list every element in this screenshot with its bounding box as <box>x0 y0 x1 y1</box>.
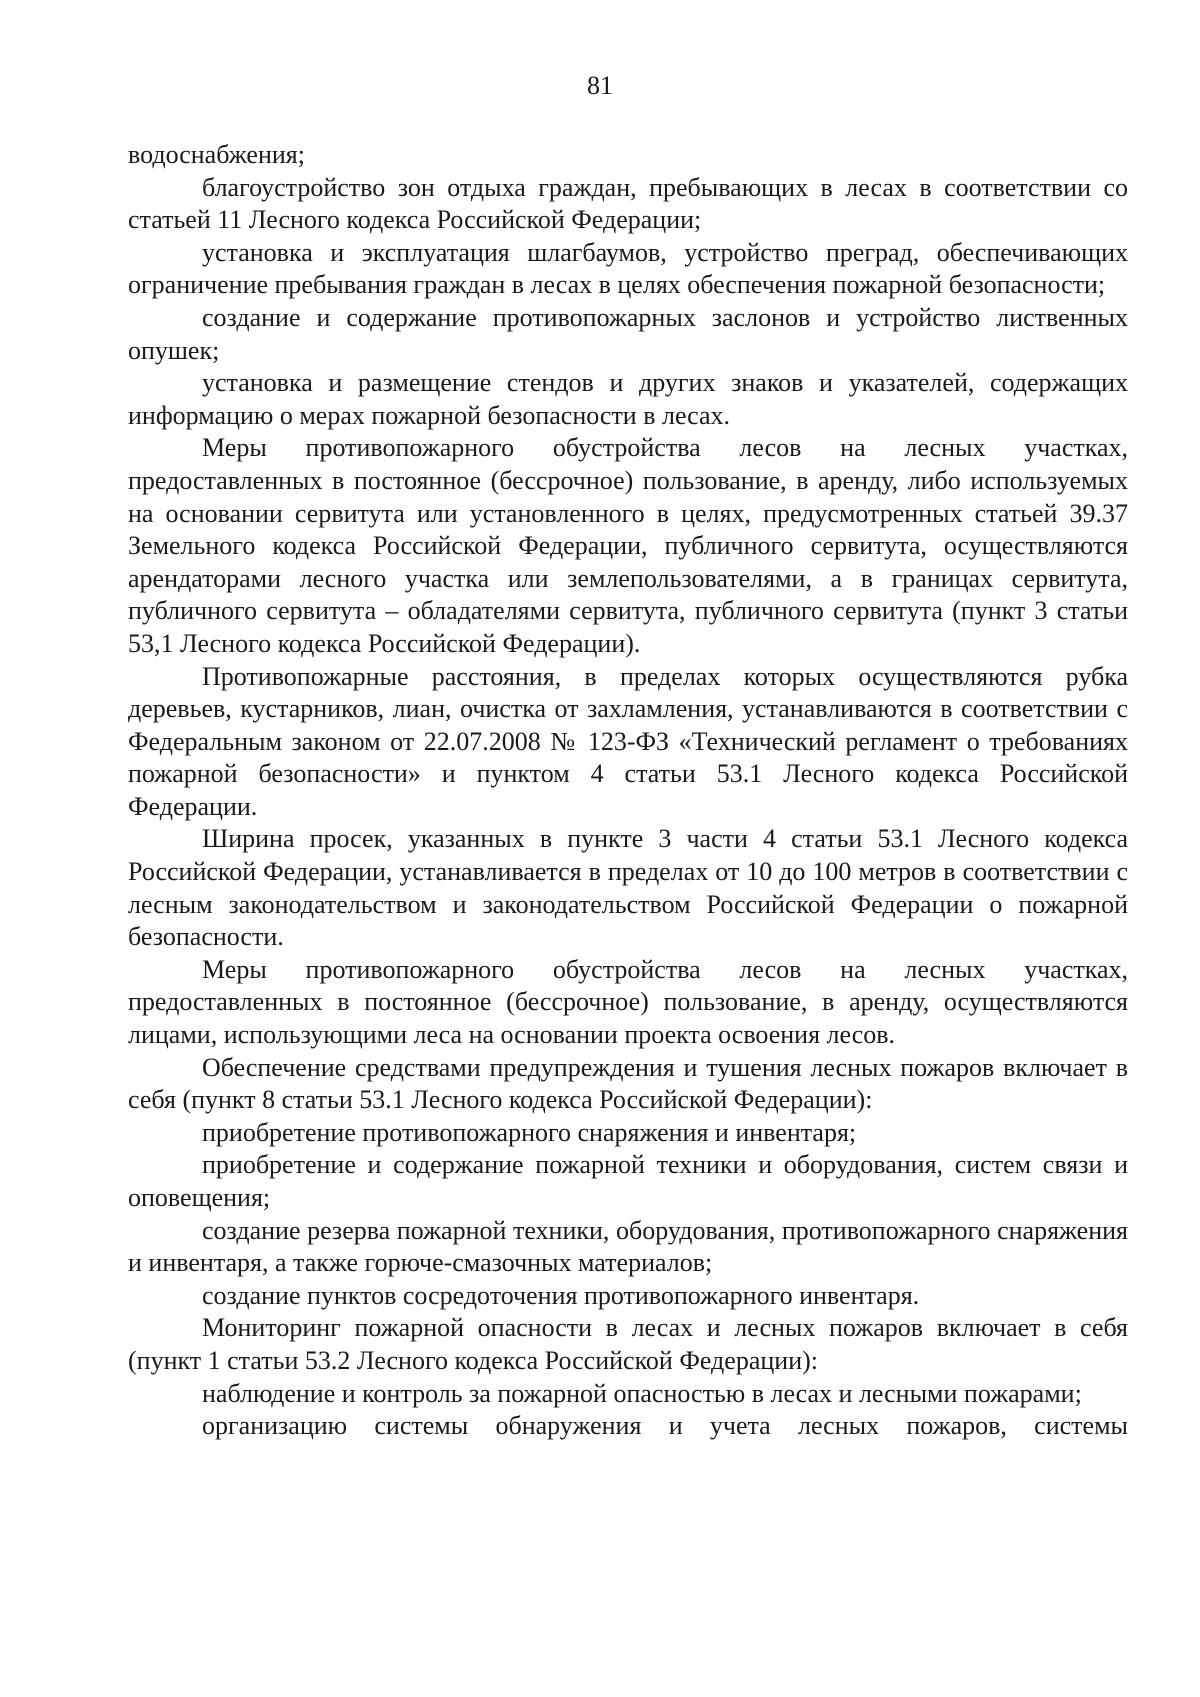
body-paragraph: установка и размещение стендов и других знаков и указателей, содержащих информацию о мерах пожарной безопасности в лесах. <box>128 368 1128 430</box>
document-body <box>128 139 1128 1443</box>
body-paragraph: водоснабжения; <box>128 140 305 169</box>
body-paragraph: Мониторинг пожарной опасности в лесах и лесных пожаров включает в себя (пункт 1 статьи 53.2 Лесного кодекса Российской Федерации): <box>128 1313 1128 1375</box>
page-number: 81 <box>587 71 613 100</box>
body-paragraph: наблюдение и контроль за пожарной опасностью в лесах и лесными пожарами; <box>202 1378 1082 1408</box>
body-paragraph: Ширина просек, указанных в пункте 3 части 4 статьи 53.1 Лесного кодекса Российской Федерации, устанавливается в пределах от 10 до 100 метров в соответствии с лесным законодательством и законодательством Российской Федерации о пожарной безопасности. <box>128 824 1128 952</box>
body-paragraph: создание резерва пожарной техники, оборудования, противопожарного снаряжения и инвентаря, а также горюче-смазочных материалов; <box>128 1215 1128 1278</box>
body-paragraph: организацию системы обнаружения и учета лесных пожаров, системы <box>202 1411 1128 1441</box>
body-paragraph: приобретение противопожарного снаряжения и инвентаря; <box>202 1117 857 1147</box>
body-paragraph: Меры противопожарного обустройства лесов на лесных участках, предоставленных в постоянное (бессрочное) пользование, в аренду, осуществляются лицами, использующими леса на основании проекта освоения лесов. <box>128 954 1128 1050</box>
body-paragraph: Меры противопожарного обустройства лесов на лесных участках, предоставленных в постоянное (бессрочное) пользование, в аренду, либо используемых на основании сервитута или установленного в целях, предусмотренных статьей 39.37 Земельного кодекса Российской Федерации, публичного сервитута, осуществляются арендаторами лесного участка или землепользователями, а в границах сервитута, публичного сервитута – обладателями сервитута, публичного сервитута (пункт 3 статьи 53,1 Лесного кодекса Российской Федерации). <box>128 433 1128 658</box>
body-paragraph: Противопожарные расстояния, в пределах которых осуществляются рубка деревьев, кустарников, лиан, очистка от захламления, устанавливаются в соответствии с Федеральным законом от 22.07.2008 № 123-ФЗ «Технический регламент о требованиях пожарной безопасности» и пунктом 4 статьи 53.1 Лесного кодекса Российской Федерации. <box>128 661 1128 821</box>
body-paragraph: приобретение и содержание пожарной техники и оборудования, систем связи и оповещения; <box>128 1150 1128 1212</box>
body-paragraph: Обеспечение средствами предупреждения и тушения лесных пожаров включает в себя (пункт 8 статьи 53.1 Лесного кодекса Российской Федерации): <box>128 1052 1128 1115</box>
body-paragraph: создание пунктов сосредоточения противопожарного инвентаря. <box>202 1280 920 1310</box>
body-paragraph: создание и содержание противопожарных заслонов и устройство лиственных опушек; <box>128 302 1128 365</box>
body-paragraph: благоустройство зон отдыха граждан, пребывающих в лесах в соответствии со статьей 11 Лесного кодекса Российской Федерации; <box>128 172 1128 235</box>
body-paragraph: установка и эксплуатация шлагбаумов, устройство преград, обеспечивающих ограничение пребывания граждан в лесах в целях обеспечения пожарной безопасности; <box>128 237 1128 300</box>
